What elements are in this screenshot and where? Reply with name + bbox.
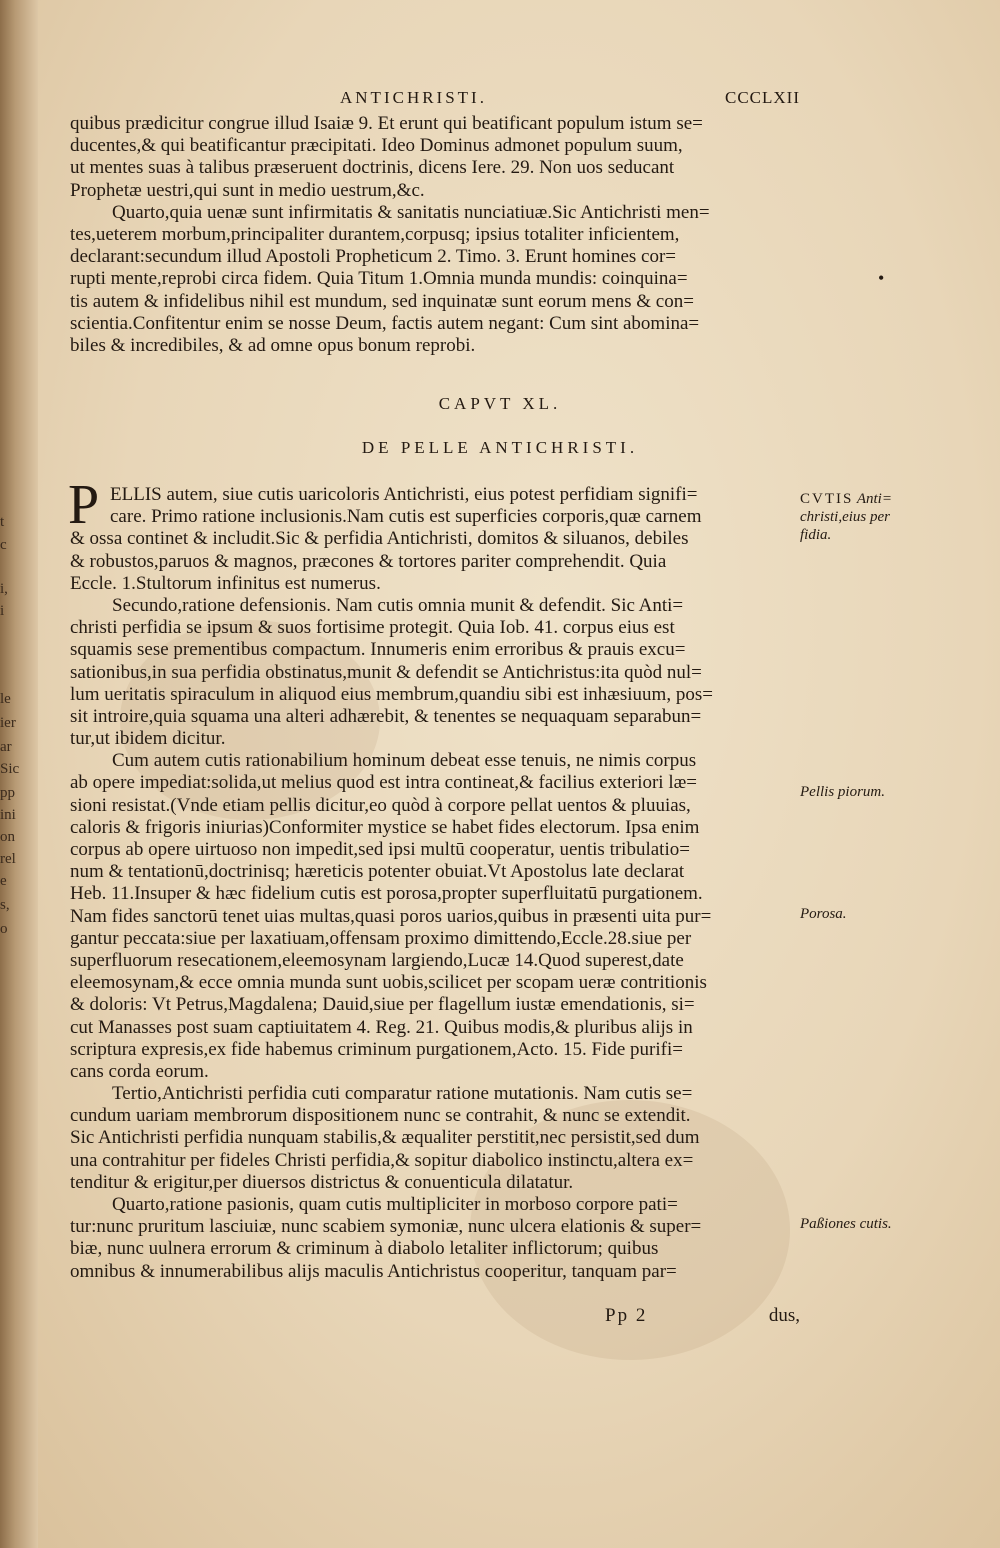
text-line: quibus prædicitur congrue illud Isaiæ 9. Et erunt qui beatificant populum istum se=: [70, 113, 703, 134]
text-line: sioni resistat.(Vnde etiam pellis dicitur,eo quòd à corpore pellat uentos & pluuias,: [70, 794, 691, 816]
text-line: Cum autem cutis rationabilium hominum debeat esse tenuis, ne nimis corpus: [112, 750, 697, 772]
text-line: cundum uariam membrorum dispositionem nunc se contrahit, & nunc se extendit.: [70, 1105, 691, 1127]
fragment: c: [0, 537, 7, 553]
fragment: le: [0, 691, 11, 707]
fragment: rel: [0, 851, 16, 867]
text-line: biæ, nunc uulnera errorum & criminum à diabolo letaliter inflictorum; quibus: [70, 1238, 659, 1260]
text-line: Eccle. 1.Stultorum infinitus est numerus.: [70, 572, 381, 594]
text-block-1: [70, 113, 800, 357]
text-line: rupti mente,reprobi circa fidem. Quia Titum 1.Omnia munda mundis: coinquina=: [70, 268, 688, 290]
text-line: omnibus & innumerabilibus alijs maculis Antichristus cooperitur, tanquam par=: [70, 1260, 677, 1282]
signature-mark: Pp 2: [605, 1305, 648, 1326]
text-line: sit introire,quia squama una alteri adhærebit, & tenentes se nequaquam separabun=: [70, 705, 702, 727]
marginal-note-cutis: [800, 490, 910, 544]
chapter-number: CAPVT XL.: [438, 394, 562, 413]
text-line: ab opere impediat:solida,ut melius quod est intra contineat,& facilius exteriori læ=: [70, 772, 697, 794]
fragment: ier: [0, 715, 16, 731]
text-line: [70, 1283, 800, 1305]
margin-heading: CVTIS: [800, 491, 854, 507]
margin-text: christi,eius per: [800, 509, 890, 525]
fragment: i: [0, 603, 5, 619]
marginal-note-porosa: Porosa.: [800, 906, 847, 922]
running-title: ANTICHRISTI.: [340, 88, 487, 107]
fragment: e: [0, 873, 7, 889]
drop-capital: P: [68, 474, 100, 536]
text-line: ducentes,& qui beatificantur præcipitati. Ideo Dominus admonet populum suum,: [70, 135, 683, 157]
text-line: Sic Antichristi perfidia nunquam stabilis,& æqualiter perstitit,nec persistit,sed dum: [70, 1127, 700, 1149]
text-line: lum ueritatis spiraculum in aliquod eius membrum,quandiu sibi est inhæsiuum, pos=: [70, 683, 713, 705]
text-line: tur:nunc pruritum lasciuiæ, nunc scabiem symoniæ, nunc ulcera elationis & super=: [70, 1216, 702, 1238]
chapter-title: DE PELLE ANTICHRISTI.: [361, 438, 639, 457]
fragment: on: [0, 829, 15, 845]
text-line: care. Primo ratione inclusionis.Nam cutis est superficies corporis,quæ carnem: [110, 506, 702, 528]
text-line: tur,ut ibidem dicitur.: [70, 728, 226, 750]
text-line: corpus ab opere uirtuoso non impedit,sed ipsi multū cooperatur, uentis tribulatio=: [70, 839, 690, 860]
text-line: scriptura expresis,ex fide habemus criminum purgationem,Acto. 15. Fide purifi=: [70, 1038, 683, 1060]
text-line: squamis sese prementibus compactum. Innumeris enim erroribus & prauis excu=: [70, 639, 686, 661]
text-line: cans corda eorum.: [70, 1060, 209, 1082]
margin-dot: •: [878, 268, 885, 288]
text-line: tis autem & infidelibus nihil est mundum, sed inquinatæ sunt eorum mens & con=: [70, 290, 694, 312]
text-line: & doloris: Vt Petrus,Magdalena; Dauid,siue per flagellum iustæ emendationis, si=: [70, 994, 695, 1016]
margin-text: Anti=: [856, 491, 892, 507]
page-header: [70, 88, 800, 110]
text-line: scientia.Confitentur enim se nosse Deum, factis autem negant: Cum sint abomina=: [70, 312, 700, 334]
text-line: Secundo,ratione defensionis. Nam cutis omnia munit & defendit. Sic Anti=: [112, 594, 684, 616]
fragment: ar: [0, 739, 12, 755]
fragment: ini: [0, 807, 16, 823]
text-line: biles & incredibiles, & ad omne opus bonum reprobi.: [70, 334, 476, 356]
margin-text: fidia.: [800, 527, 832, 543]
catchword: dus,: [768, 1305, 800, 1326]
text-line: caloris & frigoris iniurias)Conformiter mystice se habet fides electorum. Ipsa enim: [70, 816, 700, 838]
text-line: num & tentationū,doctrinisq; hæreticis potenter obuiat.Vt Apostolus late declarat: [70, 861, 685, 883]
text-line: gantur peccata:siue per laxatiuam,offensam proximo dimittendo,Eccle.28.siue per: [70, 927, 692, 949]
text-line: ELLIS autem, siue cutis uaricoloris Antichristi, eius potest perfidiam signifi=: [110, 484, 698, 505]
text-line: ut mentes suas à talibus præseruent doctrinis, dicens Iere. 29. Non uos seducant: [70, 157, 675, 179]
text-line: Tertio,Antichristi perfidia cuti comparatur ratione mutationis. Nam cutis se=: [112, 1083, 693, 1105]
text-block-2: [70, 484, 800, 1305]
fragment: Sic: [0, 761, 20, 777]
text-line: & robustos,paruos & magnos, præcones & tortores pariter comprehendit. Quia: [70, 550, 667, 572]
text-line: eleemosynam,& ecce omnia munda sunt uobis,scilicet per scopam ueræ contritionis: [70, 972, 707, 994]
text-line: Prophetæ uestri,qui sunt in medio uestrum,&c.: [70, 179, 425, 201]
text-line: cut Manasses post suam captiuitatem 4. Reg. 21. Quibus modis,& pluribus alijs in: [70, 1016, 693, 1038]
text-line: tes,ueterem morbum,principaliter durantem,corpusq; ipsius totaliter inficientem,: [70, 223, 680, 245]
folio-number: CCCLXII: [725, 88, 800, 107]
text-line: tenditur & erigitur,per diuersos districtus & conuenticula dilatatur.: [70, 1171, 574, 1193]
text-line: christi perfidia se ipsum & suos fortisime protegit. Quia Iob. 41. corpus eius est: [70, 617, 675, 639]
marginal-note-pellis: Pellis piorum.: [800, 784, 885, 800]
text-line: sationibus,in sua perfidia obstinatus,munit & defendit se Antichristus:ita quòd nul=: [70, 661, 702, 683]
marginal-note-passiones: Paßiones cutis.: [800, 1216, 892, 1232]
text-line: Quarto,ratione pasionis, quam cutis multipliciter in morboso corpore pati=: [112, 1194, 678, 1215]
fragment: pp: [0, 785, 15, 801]
fragment: o: [0, 921, 8, 937]
text-line: declarant:secundum illud Apostoli Propheticum 2. Timo. 3. Erunt homines cor=: [70, 246, 676, 268]
text-line: Nam fides sanctorū tenet uias multas,quasi poros uarios,quibus in præsenti uita pur=: [70, 905, 712, 927]
fragment: s,: [0, 897, 10, 913]
text-line: Quarto,quia uenæ sunt infirmitatis & sanitatis nunciatiuæ.Sic Antichristi men=: [112, 201, 710, 223]
text-line: Heb. 11.Insuper & hæc fidelium cutis est porosa,propter superfluitatū purgationem.: [70, 883, 703, 905]
fragment: i,: [0, 581, 8, 597]
text-line: & ossa continet & includit.Sic & perfidia Antichristi, domitos & siluanos, debiles: [70, 528, 689, 550]
fragment: t: [0, 514, 5, 530]
text-line: una contrahitur per fideles Christi perfidia,& sopitur diabolico instinctu,altera ex=: [70, 1149, 694, 1171]
text-line: superfluorum resecationem,eleemosynam largiendo,Lucæ 14.Quod superest,date: [70, 949, 684, 971]
